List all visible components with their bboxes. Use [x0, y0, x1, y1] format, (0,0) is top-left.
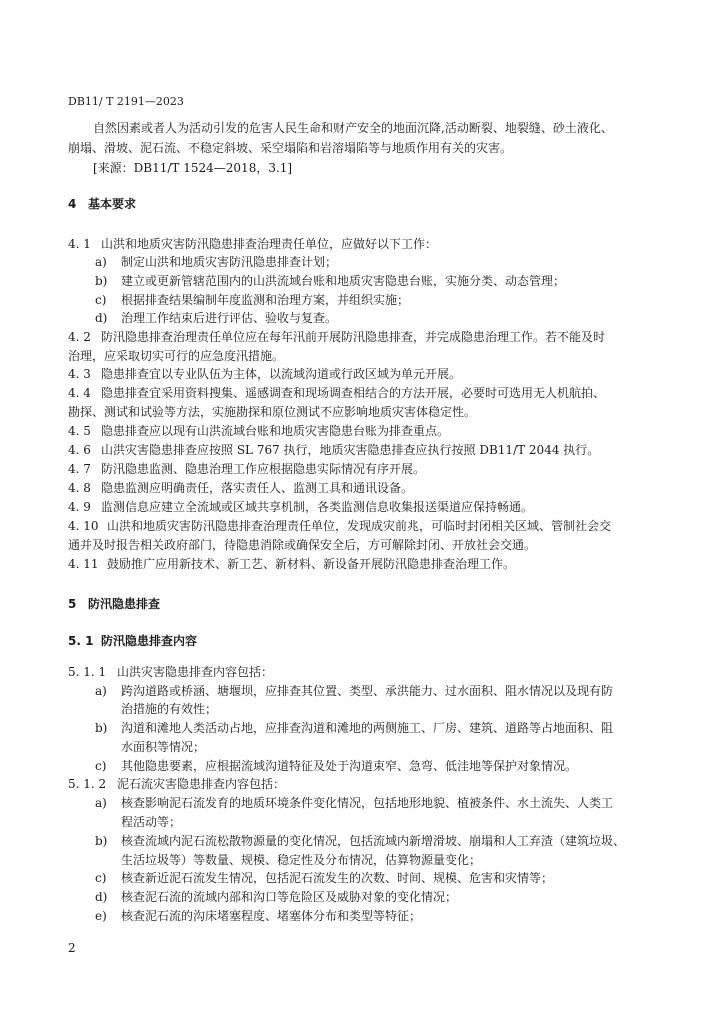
- clause-text: 隐患监测应明确责任，落实责任人、监测工具和通讯设备。: [101, 481, 414, 495]
- clause-text: 鼓励推广应用新技术、新工艺、新材料、新设备开展防汛隐患排查治理工作。: [107, 557, 516, 571]
- section-number: 5: [68, 597, 77, 611]
- clause-number: 4. 9: [68, 500, 91, 514]
- clause-number: 4. 2: [68, 330, 91, 344]
- clause-number: 5. 1. 1: [68, 665, 107, 679]
- clause-text: 防汛隐患监测、隐患治理工作应根据隐患实际情况有序开展。: [101, 462, 426, 476]
- subsection-title: 防汛隐患排查内容: [101, 634, 198, 648]
- clause-number: 4. 7: [68, 462, 91, 476]
- clause-text: 隐患排查宜采用资料搜集、遥感调查和现场调查相结合的方法开展，必要时可选用无人机航拍、: [101, 386, 606, 400]
- section-number: 4: [68, 197, 77, 211]
- clause-text: 隐患排查应以现有山洪流域台账和地质灾害隐患台账为排查重点。: [101, 424, 450, 438]
- clause-number: 4. 6: [68, 443, 91, 457]
- document-page: DB11/ T 2191—2023 自然因素或者人为活动引发的危害人民生命和财产安全的地面沉降,活动断裂、地裂缝、砂土液化、 崩塌、滑坡、泥石流、不稳定斜坡、采空塌陷和岩溶塌陷等与地质作用有关的灾害。 [来源：DB11/T 1524—2018，3.1] 4 基本要求 4. 1 山洪和地质灾害防汛隐患排查治理责任单位，应做好以下工作： a) 制定山洪和地质灾害防汛隐患排查计划； b) 建立或更新管辖范围内的山洪流域台账和地质灾害隐患台账，实施分类、动态管理； c) 根据排查结果编制年度监测和治理方案，并组织实施； d) 治理工作结束后进行评估、验收与复查。 4. 2 防汛隐患排查治理责任单位应在每年汛前开展防汛隐患排查，并完成隐患治理工作。若不能及时 治理，应采取切实可行的应急度汛措施。 4. 3 隐患排查宜以专业队伍为主体，以流域沟道或行政区域为单元开展。 4. 4 隐患排查宜采用资料搜集、遥感调查和现场调查相结合的方法开展，必要时可选用无人机航拍、 勘探、测试和试验等方法，实施勘探和原位测试不应影响地质灾害体稳定性。 4. 5 隐患排查应以现有山洪流域台账和地质灾害隐患台账为排查重点。 4. 6 山洪灾害隐患排查应按照 SL 767 执行，地质灾害隐患排查应执行按照 DB11/T 2044 执行。 4. 7 防汛隐患监测、隐患治理工作应根据隐患实际情况有序开展。 4. 8 隐患监测应明确责任，落实责任人、监测工具和通讯设备。 4. 9 监测信息应建立全流域或区域共享机制，各类监测信息收集报送渠道应保持畅通。 4. 10 山洪和地质灾害防汛隐患排查治理责任单位，发现成灾前兆，可临时封闭相关区域、管制社会交 通并及时报告相关政府部门，待隐患消除或确保安全后，方可解除封闭、开放社会交通。 4. 11 鼓励推广应用新技术、新工艺、新材料、新设备开展防汛隐患排查治理工作。 5 防汛隐患排查 5. 1 防汛隐患排查内容 5. 1. 1 山洪灾害隐患排查内容包括： a) 跨沟道路或桥涵、塘堰坝，应排查其位置、类型、承洪能力、过水面积、阻水情况以及现有防 治措施的有效性； b) 沟道和滩地人类活动占地，应排查沟道和滩地的两侧施工、厂房、建筑、道路等占地面积、阻 水面积等情况； c) 其他隐患要素，应根据流域沟道特征及处于沟道束窄、急弯、低洼地等保护对象情况。 5. 1. 2 泥石流灾害隐患排查内容包括： a) 核查影响泥石流发育的地质环境条件变化情况，包括地形地貌、植被条件、水土流失、人类工 程活动等； b) 核查流域内泥石流松散物源量的变化情况，包括流域内新增滑坡、崩塌和人工弃渣（建筑垃圾、 生活垃圾等）等数量、规模、稳定性及分布情况，估算物源量变化； c) 核查新近泥石流发生情况，包括泥石流发生的次数、时间、规模、危害和灾情等； d) 核查泥石流的流域内部和沟口等危险区及威胁对象的变化情况； e) 核查泥石流的沟床堵塞程度、堵塞体分布和类型等特征； 2: [68, 95, 626, 955]
- clause-number: 4. 3: [68, 367, 91, 381]
- clause-text: 山洪和地质灾害防汛隐患排查治理责任单位，发现成灾前兆，可临时封闭相关区域、管制社会交: [107, 519, 612, 533]
- subsection-number: 5. 1: [68, 634, 94, 648]
- clause-text: 隐患排查宜以专业队伍为主体，以流域沟道或行政区域为单元开展。: [101, 367, 462, 381]
- clause-number: 4. 10: [68, 519, 99, 533]
- clause-text: 山洪和地质灾害防汛隐患排查治理责任单位，应做好以下工作：: [101, 237, 438, 251]
- clause-number: 4. 11: [68, 557, 99, 571]
- clause-number: 4. 8: [68, 481, 91, 495]
- clause-number: 4. 1: [68, 237, 91, 251]
- section-title: 防汛隐患排查: [88, 597, 161, 611]
- clause-text: 山洪灾害隐患排查内容包括：: [117, 665, 274, 679]
- document-id: DB11/ T 2191—2023: [68, 95, 184, 108]
- clause-number: 5. 1. 2: [68, 777, 107, 791]
- clause-text: 泥石流灾害隐患排查内容包括：: [117, 777, 286, 791]
- clause-number: 4. 5: [68, 424, 91, 438]
- clause-text: 监测信息应建立全流域或区域共享机制，各类监测信息收集报送渠道应保持畅通。: [101, 500, 534, 514]
- section-title: 基本要求: [88, 197, 137, 211]
- clause-text: 防汛隐患排查治理责任单位应在每年汛前开展防汛隐患排查，并完成隐患治理工作。若不能及时: [101, 330, 606, 344]
- clause-number: 4. 4: [68, 386, 91, 400]
- clause-text: 山洪灾害隐患排查应按照 SL 767 执行，地质灾害隐患排查应执行按照 DB11/T 2044 执行。: [101, 443, 600, 457]
